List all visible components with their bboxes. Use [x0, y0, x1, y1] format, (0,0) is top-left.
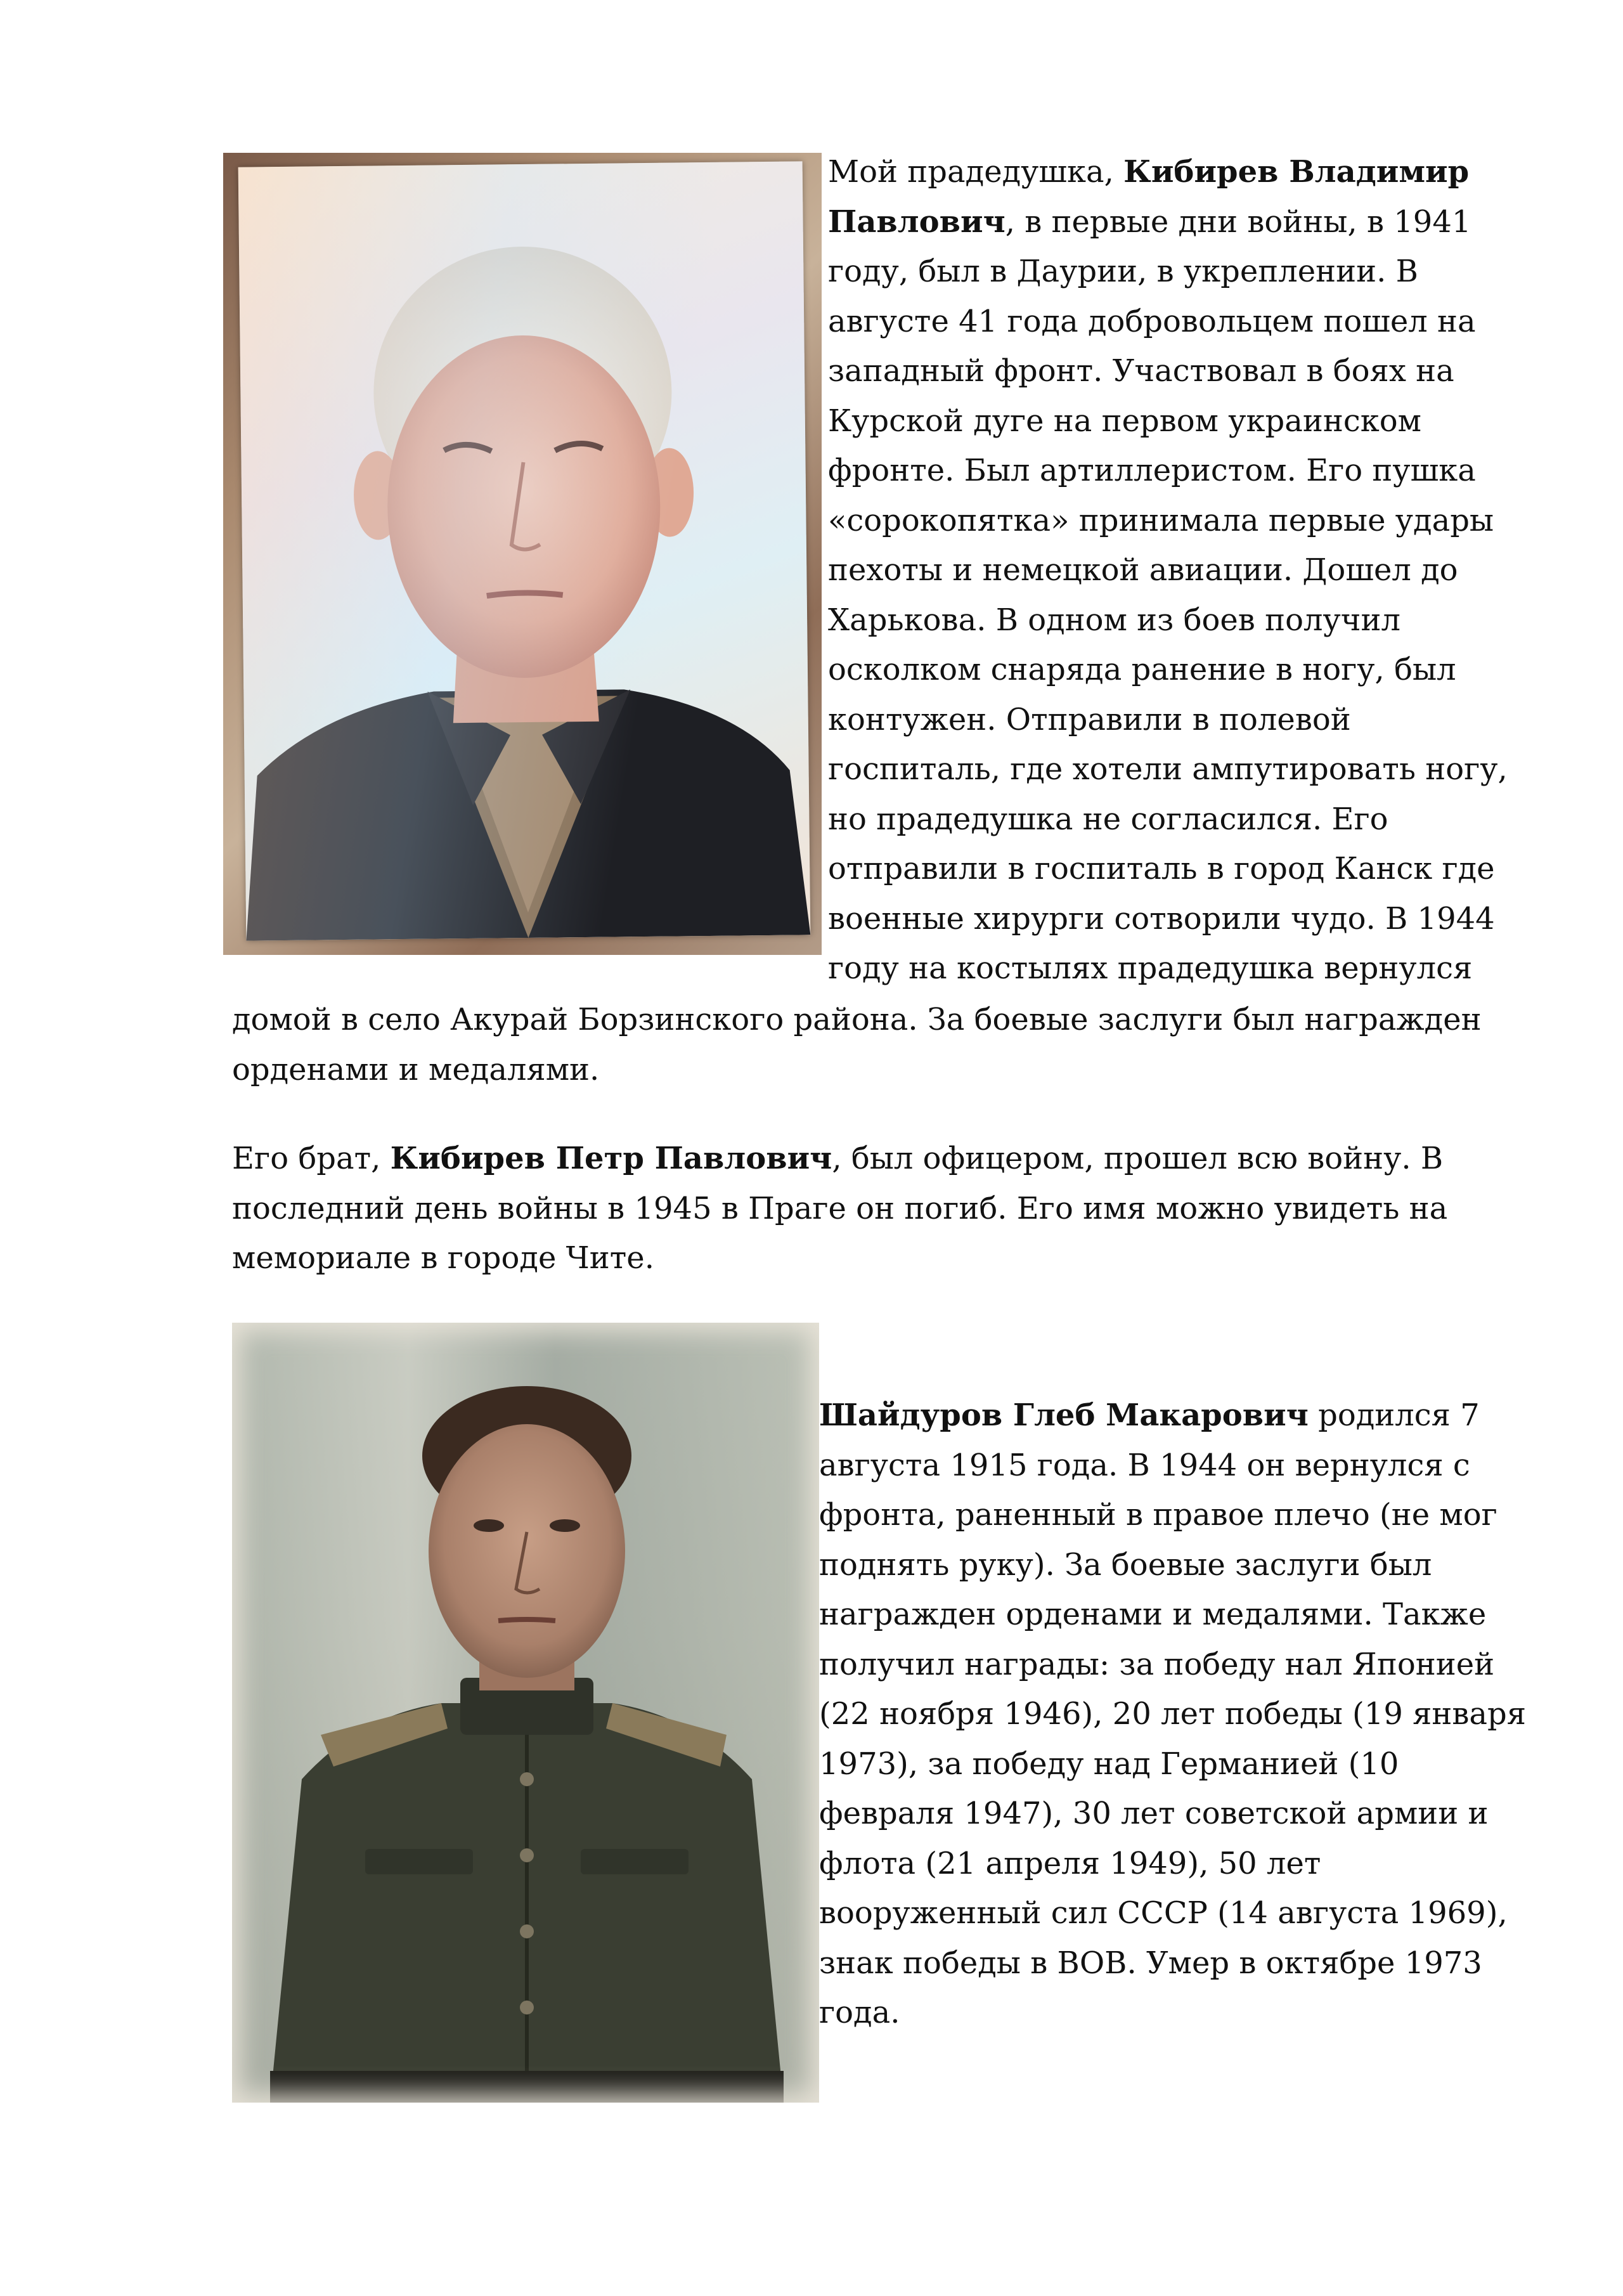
portrait-photo-shaydurov	[232, 1323, 819, 2103]
text-line: госпиталь, где хотели ампутировать ногу,	[828, 751, 1508, 787]
text-line: 1973), за победу над Германией (10	[819, 1746, 1399, 1782]
text-line: году на костылях прадедушка вернулся	[828, 950, 1473, 986]
photo-worn-edge	[232, 1323, 819, 2103]
text-line: Курской дуге на первом украинском	[828, 403, 1421, 439]
text-line: осколком снаряда ранение в ногу, был	[828, 652, 1456, 687]
kibirev-vladimir-paragraph	[828, 147, 1508, 994]
text-line: орденами и медалями.	[232, 1051, 600, 1087]
text-line: последний день войны в 1945 в Праге он погиб. Его имя можно увидеть на	[232, 1190, 1448, 1226]
kibirev-vladimir-paragraph-tail	[232, 995, 1482, 1094]
text-line: августе 41 года добровольцем пошел на	[828, 303, 1476, 339]
text-line: знак победы в ВОВ. Умер в октябре 1973	[819, 1945, 1482, 1981]
portrait-photo-kibirev	[223, 153, 822, 955]
text-line: военные хирурги сотворили чудо. В 1944	[828, 900, 1495, 937]
kibirev-petr-paragraph	[232, 1134, 1447, 1283]
text-line: пехоты и немецкой авиации. Дошел до	[828, 552, 1458, 588]
text-line: контужен. Отправили в полевой	[828, 701, 1351, 737]
text-line: февраля 1947), 30 лет советской армии и	[819, 1796, 1489, 1831]
text-line: отправили в госпиталь в город Канск где	[828, 851, 1495, 886]
text-line: Мой прадедушка, Кибирев Владимир	[828, 154, 1470, 190]
text-line: западный фронт. Участвовал в боях на	[828, 353, 1454, 389]
text-line: фронта, раненный в правое плечо (не мог	[819, 1497, 1497, 1533]
text-line: «сорокопятка» принимала первые удары	[828, 502, 1494, 538]
text-line: поднять руку). За боевые заслуги был	[819, 1547, 1432, 1583]
text-line: вооруженный сил СССР (14 августа 1969),	[819, 1895, 1508, 1931]
photo-glare	[238, 161, 811, 940]
text-line: Шайдуров Глеб Макарович родился 7	[819, 1398, 1480, 1433]
text-line: награжден орденами и медалями. Также	[819, 1597, 1487, 1632]
text-line: году, был в Даурии, в укреплении. В	[828, 254, 1418, 289]
text-line: флота (21 апреля 1949), 50 лет	[819, 1845, 1321, 1881]
text-line: года.	[819, 1995, 900, 2030]
text-line: Его брат, Кибирев Петр Павлович, был офицером, прошел всю войну. В	[232, 1141, 1444, 1176]
shaydurov-paragraph	[819, 1391, 1526, 2038]
photo-print	[238, 161, 811, 940]
text-line: мемориале в городе Чите.	[232, 1240, 654, 1276]
text-line: получил награды: за победу нал Японией	[819, 1646, 1495, 1682]
text-line: (22 ноября 1946), 20 лет победы (19 января	[819, 1696, 1527, 1732]
text-line: фронте. Был артиллеристом. Его пушка	[828, 453, 1476, 488]
text-line: августа 1915 года. В 1944 он вернулся с	[819, 1447, 1470, 1483]
text-line: домой в село Акурай Борзинского района. За боевые заслуги был награжден	[232, 1002, 1482, 1037]
text-line: Павлович, в первые дни войны, в 1941	[828, 204, 1471, 240]
text-line: но прадедушка не согласился. Его	[828, 801, 1388, 837]
text-line: Харькова. В одном из боев получил	[828, 602, 1400, 638]
